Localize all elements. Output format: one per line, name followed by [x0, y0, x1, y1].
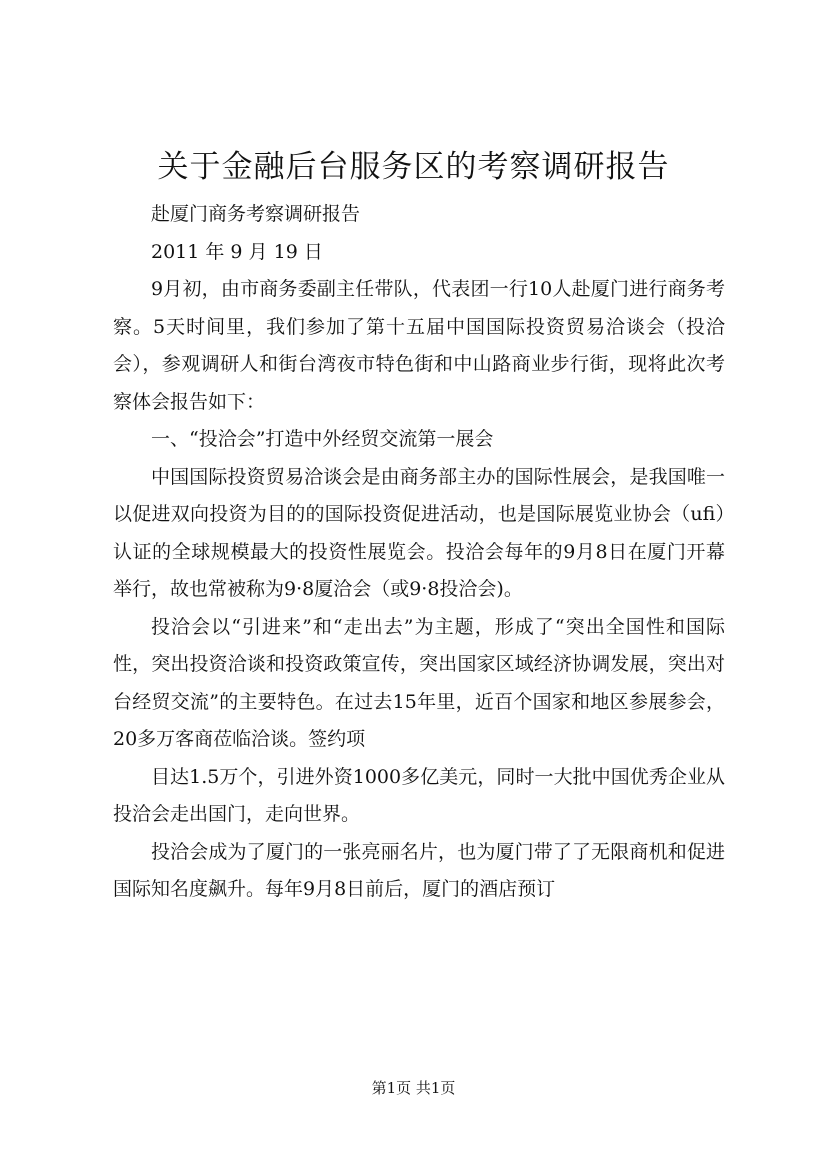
paragraph-fair-impact: 投洽会成为了厦门的一张亮丽名片，也为厦门带了了无限商机和促进国际知名度飙升。每年9月8日前后，厦门的酒店预订: [113, 840, 725, 900]
paragraph-fair-results: 目达1.5万个，引进外资1000多亿美元，同时一大批中国优秀企业从投洽会走出国门，走向世界。: [113, 765, 725, 825]
document-subtitle: 赴厦门商务考察调研报告: [151, 203, 361, 225]
document-title: 关于金融后台服务区的考察调研报告: [157, 149, 670, 185]
paragraph-fair-overview: 中国国际投资贸易洽谈会是由商务部主办的国际性展会，是我国唯一以促进双向投资为目的的国际投资促进活动，也是国际展览业协会（ufi）认证的全球规模最大的投资性展览会。投洽会每年的9月8日在厦门开幕举行，故也常被称为9·8厦洽会（或9·8投洽会)。: [113, 465, 725, 600]
page-footer: 第1页 共1页: [371, 1079, 456, 1097]
paragraph-intro: 9月初，由市商务委副主任带队，代表团一行10人赴厦门进行商务考察。5天时间里，我们参加了第十五届中国国际投资贸易洽谈会（投洽会），参观调研人和街台湾夜市特色街和中山路商业步行街，现将此次考察体会报告如下：: [113, 278, 725, 413]
paragraph-fair-themes: 投洽会以“引进来”和“走出去”为主题，形成了“突出全国性和国际性，突出投资洽谈和投资政策宣传，突出国家区域经济协调发展，突出对台经贸交流”的主要特色。在过去15年里，近百个国家和地区参展参会，20多万客商莅临洽谈。签约项: [113, 615, 725, 750]
document-body: [113, 196, 725, 909]
section-heading-1: 一、“投洽会”打造中外经贸交流第一展会: [151, 428, 494, 450]
document-date: 2011 年 9 月 19 日: [151, 240, 323, 263]
